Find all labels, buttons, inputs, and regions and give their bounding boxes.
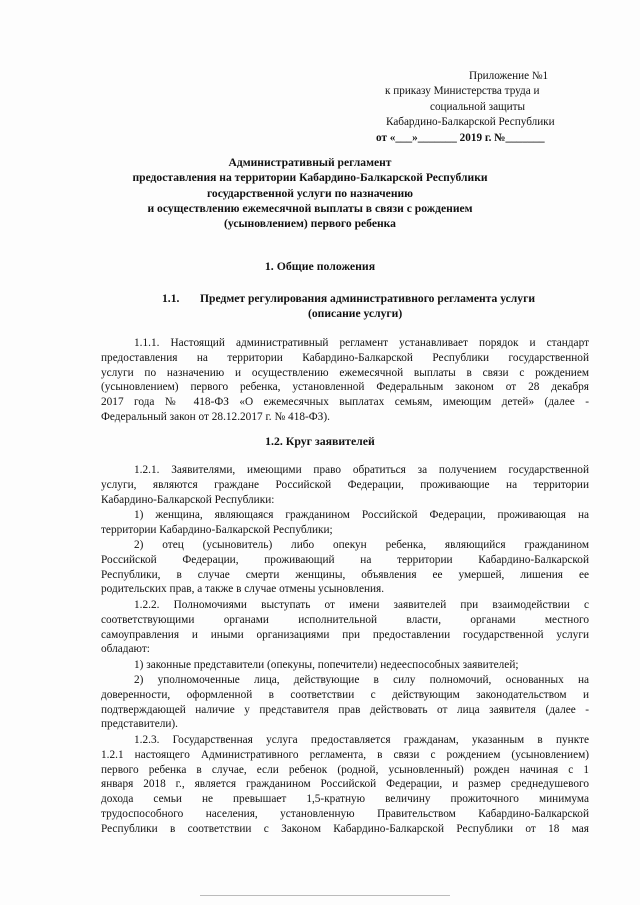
text-line: доверенности, оформленной в соответствии с действующим законодательством и <box>101 688 589 701</box>
scan-artifact-line <box>200 895 450 896</box>
list-item-2 <box>101 538 589 597</box>
title-line: предоставления на территории Кабардино-Балкарской Республики <box>132 171 488 185</box>
text-line: 2) уполномоченные лица, действующие в силу полномочий, основанных на <box>134 674 589 686</box>
text-line: самоуправления и иными организациями при предоставлении государственной услуги <box>101 628 589 641</box>
text-line: трудоспособного населения, установленную Правительством Кабардино-Балкарской <box>101 807 589 820</box>
paragraph-1-2-1 <box>101 463 589 507</box>
list-item-1 <box>101 508 589 538</box>
title-line: (усыновлением) первого ребенка <box>224 217 396 231</box>
list-item-1-2-2-2 <box>101 673 589 732</box>
text-line: Российской Федерации, проживающий на территории Кабардино-Балкарской <box>101 553 589 566</box>
text-line: территории Кабардино-Балкарской Республики; <box>101 523 333 536</box>
text-line: 2017 года № 418-ФЗ «О ежемесячных выплатах семьям, имеющим детей» (далее - <box>101 396 589 409</box>
text-line: 1.1.1. Настоящий административный регламент устанавливает порядок и стандарт <box>134 337 589 349</box>
text-line: 2) отец (усыновитель) либо опекун ребенка, являющийся гражданином <box>134 539 589 551</box>
title-line: и осуществлению ежемесячной выплаты в связи с рождением <box>147 201 473 215</box>
text-line: 1) законные представители (опекуны, попечители) недееспособных заявителей; <box>134 659 519 671</box>
subsection-heading-line: Предмет регулирования административного регламента услуги <box>200 292 536 305</box>
text-line: предоставления на территории Кабардино-Балкарской Республики государственной <box>101 351 589 364</box>
text-line: (усыновлением) первого ребенка, установленной Федеральным законом от 28 декабря <box>101 381 589 394</box>
text-line: подтверждающей наличие у представителя прав действовать от лица заявителя (далее - <box>101 703 589 716</box>
text-line: первого ребенка в случае, если ребенок (родной, усыновленный) рожден начиная с 1 <box>101 763 589 776</box>
text-line: услуги по назначению и осуществлению ежемесячной выплаты в связи с рождением <box>101 366 589 379</box>
title-line: Административный регламент <box>228 156 392 169</box>
list-item-1-2-2-1 <box>101 658 589 673</box>
paragraph-1-2-3 <box>101 733 589 837</box>
text-line: 1.2.3. Государственная услуга предоставляется гражданам, указанным в пункте <box>134 734 589 746</box>
text-line: Республики, в случае смерти женщины, объявления ее умершей, лишения ее <box>101 568 589 581</box>
text-line: обладают: <box>101 643 150 656</box>
title-line: государственной услуги по назначению <box>206 186 414 200</box>
text-line: Кабардино-Балкарской Республики: <box>101 493 275 506</box>
appendix-line: Приложение №1 <box>469 70 549 82</box>
subsection-heading-1-1 <box>162 291 582 321</box>
appendix-date-line: от «___»_______ 2019 г. №_______ <box>376 131 545 144</box>
text-line: соответствующими органами исполнительной власти, органами местного <box>101 613 589 626</box>
text-line: дохода семьи не превышает 1,5-кратную величину прожиточного минимума <box>101 793 589 806</box>
text-line: 1) женщина, являющаяся гражданином Российской Федерации, проживающая на <box>134 509 589 521</box>
text-line: 1.2.2. Полномочиями выступать от имени заявителей при взаимодействии с <box>134 599 589 611</box>
section-heading-applicants: 1.2. Круг заявителей <box>265 434 375 448</box>
appendix-header <box>368 69 568 146</box>
text-line: января 2018 г., является гражданином Российской Федерации, и размер среднедушевого <box>101 778 589 791</box>
text-line: Федеральный закон от 28.12.2017 г. № 418-ФЗ). <box>101 410 330 423</box>
subsection-heading-line: (описание услуги) <box>308 307 403 320</box>
paragraph-1-2-2 <box>101 598 589 657</box>
text-line: 1.2.1. Заявителями, имеющими право обратиться за получением государственной <box>134 464 589 476</box>
text-line: Республики в соответствии с Законом Кабардино-Балкарской Республики от 18 мая <box>101 822 589 835</box>
document-title <box>120 155 500 231</box>
section-heading-general: 1. Общие положения <box>264 259 376 273</box>
text-line: представители). <box>101 718 179 731</box>
text-line: родительских прав, а также в случае отмены усыновления. <box>101 583 385 596</box>
paragraph-1-1-1 <box>101 336 589 425</box>
text-line: 1.2.1 настоящего Административного регламента, в связи с рождением (усыновлением) <box>101 748 589 761</box>
appendix-line: Кабардино-Балкарской Республики <box>386 116 555 129</box>
text-line: услуги, являются граждане Российской Федерации, проживающие на территории <box>101 478 589 491</box>
subsection-number: 1.1. <box>162 292 180 305</box>
appendix-line: к приказу Министерства труда и <box>385 85 540 98</box>
appendix-line: социальной защиты <box>430 100 526 113</box>
